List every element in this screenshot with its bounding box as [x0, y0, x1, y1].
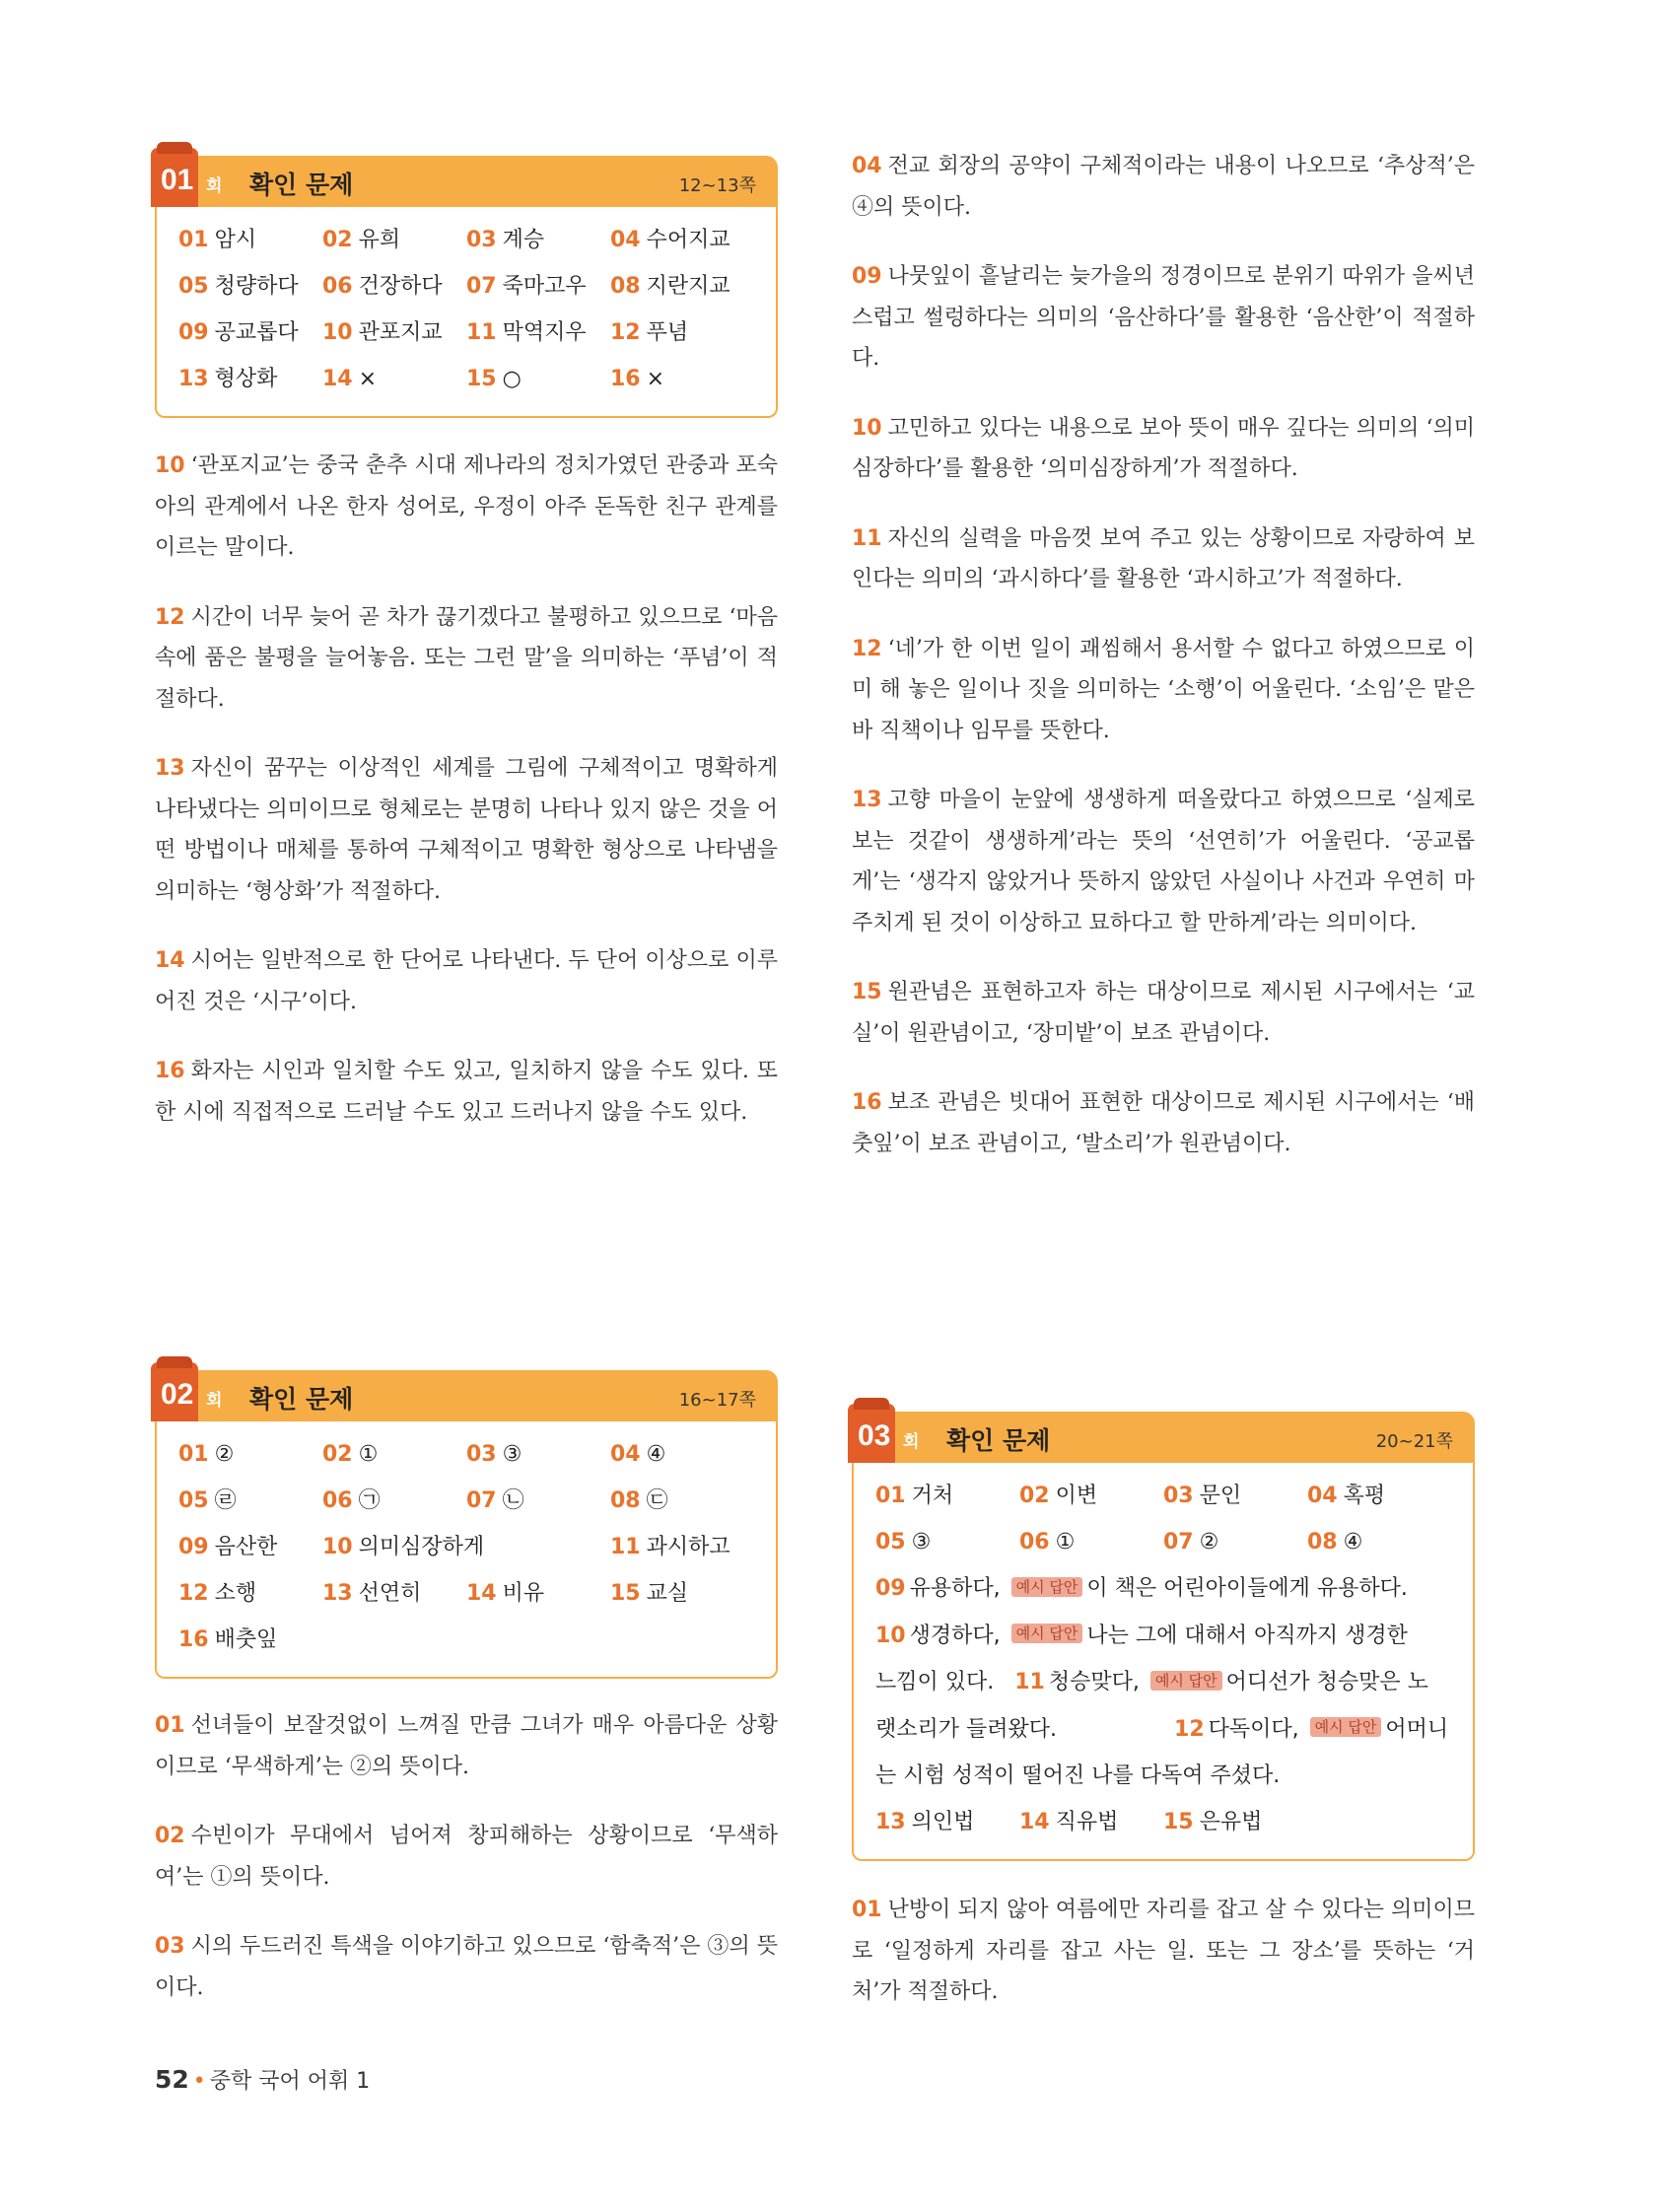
- answer-item: [322, 1524, 610, 1570]
- answer-item: [1163, 1473, 1307, 1519]
- explanation-text: 시의 두드러진 특색을 이야기하고 있으므로 ‘함축적’은 ③의 뜻이다.: [155, 1934, 778, 2000]
- page-range: 16~17쪽: [678, 1390, 756, 1411]
- explanations-02-left: [155, 1705, 778, 2037]
- explanation-paragraph: [852, 408, 1475, 490]
- explanation-text: 고향 마을이 눈앞에 생생하게 떠올랐다고 하였으므로 ‘실제로 보는 것같이 생생하게’라는 뜻의 ‘선연히’가 어울린다. ‘공교롭게’는 ‘생각지 않았거나 뜻하지 않았던 사실이나 사건과 우연히 마주치게 된 것이 이상하고 묘하다고 할 만하게’라는 의미이다.: [852, 788, 1475, 935]
- item-answer: 이변: [1055, 1484, 1098, 1508]
- answer-item: [178, 263, 322, 310]
- item-number: 14: [322, 367, 353, 391]
- answer-11-12: 랫소리가 들려왔다. 12 다독이다, 예시 답안 어머니: [875, 1716, 1449, 1742]
- answer-item: [178, 356, 322, 402]
- answer-grid: [178, 217, 754, 402]
- explanation-number: 12: [852, 636, 882, 661]
- explanations-03: [852, 1890, 1475, 2041]
- example-answer-badge: 예시 답안: [1011, 1624, 1083, 1643]
- answer-item: [178, 1617, 322, 1663]
- explanation-number: 10: [852, 415, 882, 441]
- answer-item: [322, 263, 466, 310]
- footer-dot: •: [192, 2069, 206, 2094]
- item-number: 08: [610, 274, 641, 299]
- answer-box-01: [155, 156, 778, 418]
- answer-item: [466, 1478, 610, 1524]
- item-number: 09: [178, 320, 209, 345]
- box-title: 확인 문제: [249, 1385, 354, 1414]
- answer-item: [1307, 1473, 1451, 1519]
- answer-item: [610, 1524, 754, 1570]
- explanation-text: 난방이 되지 않아 여름에만 자리를 잡고 살 수 있다는 의미이므로 ‘일정하게 자리를 잡고 사는 일. 또는 그 장소’를 뜻하는 ‘거처’가 적절하다.: [852, 1898, 1475, 2004]
- item-number: 15: [610, 1581, 641, 1606]
- item-number: 08: [610, 1488, 641, 1513]
- answer-item: [875, 1473, 1019, 1519]
- item-answer: 수어지교: [646, 228, 730, 252]
- explanation-number: 01: [155, 1713, 185, 1738]
- item-number: 04: [610, 1442, 641, 1467]
- answer-item: [875, 1519, 1019, 1565]
- answer-item: [1019, 1473, 1163, 1519]
- answer-item: [466, 1570, 610, 1617]
- example-answer-badge: 예시 답안: [1150, 1671, 1222, 1691]
- item-number: 12: [178, 1581, 209, 1606]
- item-answer: 관포지교: [358, 320, 443, 345]
- item-number: 05: [178, 274, 209, 299]
- answer-item: [1163, 1799, 1307, 1845]
- item-number: 13: [178, 367, 209, 391]
- item-answer: 배춧잎: [214, 1627, 278, 1652]
- explanation-paragraph: [155, 1816, 778, 1898]
- answer-box-header: [155, 156, 778, 207]
- item-answer: ㉢: [646, 1488, 668, 1513]
- item-number: 14: [1019, 1810, 1050, 1834]
- answer-10: 10 생경하다, 예시 답안 나는 그에 대해서 아직까지 생경한: [875, 1623, 1408, 1648]
- answer-10-11: 느낌이 있다. 11 청승맞다, 예시 답안 어디선가 청승맞은 노: [875, 1670, 1428, 1694]
- page-range: 12~13쪽: [678, 175, 756, 196]
- round-number: 03: [858, 1419, 891, 1452]
- item-number: 16: [178, 1627, 209, 1652]
- item-answer: ②: [214, 1442, 235, 1467]
- explanation-number: 12: [155, 604, 185, 630]
- item-number: 01: [178, 1442, 209, 1467]
- explanation-paragraph: [155, 597, 778, 721]
- item-answer: 은유법: [1199, 1810, 1263, 1834]
- answer-item: [610, 263, 754, 310]
- item-number: 01: [875, 1484, 906, 1508]
- answer-item: [178, 1570, 322, 1617]
- item-number: 02: [322, 228, 353, 252]
- explanation-number: 15: [852, 980, 882, 1004]
- answer-box-header: [852, 1412, 1475, 1463]
- item-answer: ②: [1199, 1530, 1219, 1555]
- item-number: 02: [322, 1442, 353, 1467]
- item-number: 07: [1163, 1530, 1194, 1555]
- explanation-paragraph: [852, 146, 1475, 228]
- explanation-text: 전교 회장의 공약이 구체적이라는 내용이 나오므로 ‘추상적’은 ④의 뜻이다.: [852, 154, 1475, 220]
- round-suffix: 회: [206, 176, 223, 196]
- explanation-paragraph: [852, 972, 1475, 1054]
- explanation-text: 수빈이가 무대에서 넘어져 창피해하는 상황이므로 ‘무색하여’는 ①의 뜻이다.: [155, 1824, 778, 1890]
- answer-box-body: [155, 207, 778, 418]
- item-number: 13: [322, 1581, 353, 1606]
- answer-item: [1307, 1519, 1451, 1565]
- page-range: 20~21쪽: [1375, 1431, 1453, 1452]
- item-number: 10: [322, 1535, 353, 1559]
- item-answer: ③: [502, 1442, 522, 1467]
- item-number: 06: [1019, 1530, 1050, 1555]
- answer-item: [466, 263, 610, 310]
- answer-item: [322, 217, 466, 263]
- answer-item: [178, 217, 322, 263]
- round-suffix: 회: [206, 1391, 223, 1411]
- answer-item: [1019, 1519, 1163, 1565]
- item-number: 12: [610, 320, 641, 345]
- item-number: 03: [1163, 1484, 1194, 1508]
- item-answer: 의미심장하게: [358, 1535, 485, 1559]
- explanation-paragraph: [155, 446, 778, 569]
- explanation-number: 02: [155, 1824, 185, 1848]
- item-answer: ㉠: [358, 1488, 381, 1513]
- item-answer: 비유: [502, 1581, 545, 1606]
- page-number: 52: [155, 2065, 189, 2094]
- item-answer: 푸념: [646, 320, 689, 345]
- item-number: 02: [1019, 1484, 1050, 1508]
- item-answer: ①: [1055, 1530, 1076, 1555]
- item-number: 01: [178, 228, 209, 252]
- answer-item: [178, 1524, 322, 1570]
- example-answer-badge: 예시 답안: [1310, 1717, 1382, 1737]
- item-answer: 과시하고: [646, 1535, 730, 1559]
- answer-item: [178, 310, 322, 356]
- item-answer: 음산한: [214, 1535, 278, 1559]
- item-number: 06: [322, 274, 353, 299]
- answer-item: [610, 1478, 754, 1524]
- item-number: 14: [466, 1581, 497, 1606]
- explanation-paragraph: [852, 780, 1475, 943]
- explanation-number: 11: [852, 525, 882, 551]
- answer-grid: [178, 1431, 754, 1663]
- item-number: 03: [466, 228, 497, 252]
- round-suffix: 회: [903, 1432, 920, 1452]
- explanation-text: 나뭇잎이 흩날리는 늦가을의 정경이므로 분위기 따위가 을씨년스럽고 썰렁하다는 의미의 ‘음산하다’를 활용한 ‘음산한’이 적절하다.: [852, 264, 1475, 371]
- explanation-number: 10: [155, 453, 185, 478]
- explanation-paragraph: [155, 748, 778, 912]
- answer-grid: [875, 1473, 1451, 1565]
- item-answer: ㉣: [214, 1488, 237, 1513]
- answer-item: [322, 310, 466, 356]
- item-answer: ④: [646, 1442, 666, 1467]
- explanations-01: [155, 446, 778, 1161]
- item-number: 11: [466, 320, 497, 345]
- item-answer: 교실: [646, 1581, 689, 1606]
- item-number: 16: [610, 367, 641, 391]
- example-answers: [875, 1565, 1451, 1799]
- round-number: 02: [161, 1378, 194, 1411]
- answer-item: [610, 1570, 754, 1617]
- answer-item: [178, 1431, 322, 1478]
- explanation-paragraph: [852, 518, 1475, 600]
- answer-item: [610, 217, 754, 263]
- explanation-paragraph: [155, 1051, 778, 1133]
- item-answer: 계승: [502, 228, 545, 252]
- page-footer: [155, 2064, 370, 2095]
- answer-item: [322, 356, 466, 402]
- item-number: 07: [466, 274, 497, 299]
- explanation-number: 03: [155, 1934, 185, 1959]
- item-answer: 건장하다: [358, 274, 443, 299]
- item-number: 05: [178, 1488, 209, 1513]
- item-answer: 형상화: [214, 367, 278, 391]
- item-answer: 혹평: [1343, 1484, 1386, 1508]
- answer-item: [466, 1431, 610, 1478]
- explanation-number: 16: [155, 1059, 185, 1083]
- answer-item: [466, 356, 610, 402]
- explanation-paragraph: [155, 1926, 778, 2008]
- answer-item: [466, 217, 610, 263]
- item-answer: 공교롭다: [214, 320, 299, 345]
- explanation-paragraph: [155, 940, 778, 1022]
- item-number: 04: [610, 228, 641, 252]
- explanation-text: 화자는 시인과 일치할 수도 있고, 일치하지 않을 수도 있다. 또한 시에 직접적으로 드러날 수도 있고 드러나지 않을 수도 있다.: [155, 1059, 778, 1125]
- item-answer: ×: [646, 367, 665, 391]
- item-answer: 거처: [911, 1484, 954, 1508]
- answer-item: [610, 1431, 754, 1478]
- item-number: 05: [875, 1530, 906, 1555]
- explanation-paragraph: [852, 1890, 1475, 2013]
- answer-item: [178, 1478, 322, 1524]
- item-answer: ○: [502, 367, 522, 391]
- answer-box-body: [852, 1463, 1475, 1861]
- item-answer: 선연히: [358, 1581, 422, 1606]
- item-answer: 청량하다: [214, 274, 299, 299]
- answer-12-cont: 는 시험 성적이 떨어진 나를 다독여 주셨다.: [875, 1763, 1281, 1788]
- answer-grid: [875, 1799, 1451, 1845]
- item-answer: 유희: [358, 228, 401, 252]
- explanation-paragraph: [852, 256, 1475, 380]
- explanation-number: 13: [155, 756, 185, 781]
- item-answer: ㉡: [502, 1488, 524, 1513]
- answer-box-body: [155, 1421, 778, 1679]
- item-number: 15: [466, 367, 497, 391]
- answer-item: [322, 1431, 466, 1478]
- answer-box-header: [155, 1370, 778, 1421]
- item-answer: 문인: [1199, 1484, 1242, 1508]
- example-answer-badge: 예시 답안: [1011, 1577, 1083, 1597]
- explanation-text: 고민하고 있다는 내용으로 보아 뜻이 매우 깊다는 의미의 ‘의미심장하다’를 활용한 ‘의미심장하게’가 적절하다.: [852, 415, 1475, 481]
- book-title: 중학 국어 어휘 1: [209, 2069, 371, 2094]
- item-answer: 암시: [214, 228, 257, 252]
- item-number: 06: [322, 1488, 353, 1513]
- item-answer: ×: [358, 367, 378, 391]
- explanation-number: 09: [852, 264, 882, 289]
- item-answer: 직유법: [1055, 1810, 1119, 1834]
- item-number: 11: [610, 1535, 641, 1559]
- item-number: 03: [466, 1442, 497, 1467]
- explanation-paragraph: [852, 1082, 1475, 1164]
- item-number: 10: [322, 320, 353, 345]
- explanation-paragraph: [155, 1705, 778, 1787]
- explanation-number: 01: [852, 1898, 882, 1922]
- item-number: 08: [1307, 1530, 1338, 1555]
- item-number: 04: [1307, 1484, 1338, 1508]
- explanation-text: ‘네’가 한 이번 일이 괘씸해서 용서할 수 없다고 하였으므로 이미 해 놓은 일이나 짓을 의미하는 ‘소행’이 어울린다. ‘소임’은 맡은 바 직책이나 임무를 뜻한다.: [852, 636, 1475, 743]
- item-answer: ①: [358, 1442, 379, 1467]
- explanation-number: 16: [852, 1090, 882, 1115]
- answer-09: 09 유용하다, 예시 답안 이 책은 어린아이들에게 유용하다.: [875, 1576, 1408, 1601]
- item-number: 15: [1163, 1810, 1194, 1834]
- answer-item: [1163, 1519, 1307, 1565]
- box-title: 확인 문제: [946, 1426, 1051, 1455]
- explanation-text: 자신의 실력을 마음껏 보여 주고 있는 상황이므로 자랑하여 보인다는 의미의 ‘과시하다’를 활용한 ‘과시하고’가 적절하다.: [852, 525, 1475, 591]
- item-number: 09: [178, 1535, 209, 1559]
- explanation-text: ‘관포지교’는 중국 춘추 시대 제나라의 정치가였던 관중과 포숙아의 관계에서 나온 한자 성어로, 우정이 아주 돈독한 친구 관계를 이르는 말이다.: [155, 453, 778, 560]
- answer-box-02: [155, 1370, 778, 1679]
- answer-item: [610, 356, 754, 402]
- explanation-text: 시간이 너무 늦어 곧 차가 끊기겠다고 불평하고 있으므로 ‘마음속에 품은 불평을 늘어놓음. 또는 그런 말’을 의미하는 ‘푸념’이 적절하다.: [155, 604, 778, 712]
- explanation-text: 선녀들이 보잘것없이 느껴질 만큼 그녀가 매우 아름다운 상황이므로 ‘무색하게’는 ②의 뜻이다.: [155, 1713, 778, 1779]
- item-number: 07: [466, 1488, 497, 1513]
- explanation-number: 04: [852, 154, 882, 178]
- item-answer: 소행: [214, 1581, 257, 1606]
- item-answer: ③: [911, 1530, 932, 1555]
- item-answer: ④: [1343, 1530, 1363, 1555]
- item-answer: 죽마고우: [502, 274, 587, 299]
- explanation-text: 시어는 일반적으로 한 단어로 나타낸다. 두 단어 이상으로 이루어진 것은 ‘시구’이다.: [155, 948, 778, 1014]
- answer-item: [322, 1570, 466, 1617]
- explanation-text: 보조 관념은 빗대어 표현한 대상이므로 제시된 시구에서는 ‘배춧잎’이 보조 관념이고, ‘발소리’가 원관념이다.: [852, 1090, 1475, 1156]
- explanation-text: 자신이 꿈꾸는 이상적인 세계를 그림에 구체적이고 명확하게 나타냈다는 의미이므로 형체로는 분명히 나타나 있지 않은 것을 어떤 방법이나 매체를 통하여 구체적이고 명확한 형상으로 나타냄을 의미하는 ‘형상화’가 적절하다.: [155, 756, 778, 904]
- answer-item: [466, 310, 610, 356]
- answer-item: [875, 1799, 1019, 1845]
- item-number: 13: [875, 1810, 906, 1834]
- round-number: 01: [161, 164, 194, 196]
- answer-item: [1019, 1799, 1163, 1845]
- answer-box-03: [852, 1412, 1475, 1861]
- explanation-text: 원관념은 표현하고자 하는 대상이므로 제시된 시구에서는 ‘교실’이 원관념이고, ‘장미밭’이 보조 관념이다.: [852, 980, 1475, 1046]
- explanation-number: 14: [155, 948, 185, 973]
- explanation-number: 13: [852, 788, 882, 812]
- answer-item: [610, 310, 754, 356]
- item-answer: 막역지우: [502, 320, 587, 345]
- item-answer: 지란지교: [646, 274, 730, 299]
- explanation-paragraph: [852, 629, 1475, 752]
- box-title: 확인 문제: [249, 171, 354, 199]
- answer-item: [322, 1478, 466, 1524]
- item-answer: 의인법: [911, 1810, 975, 1834]
- explanations-02-right: [852, 146, 1475, 1193]
